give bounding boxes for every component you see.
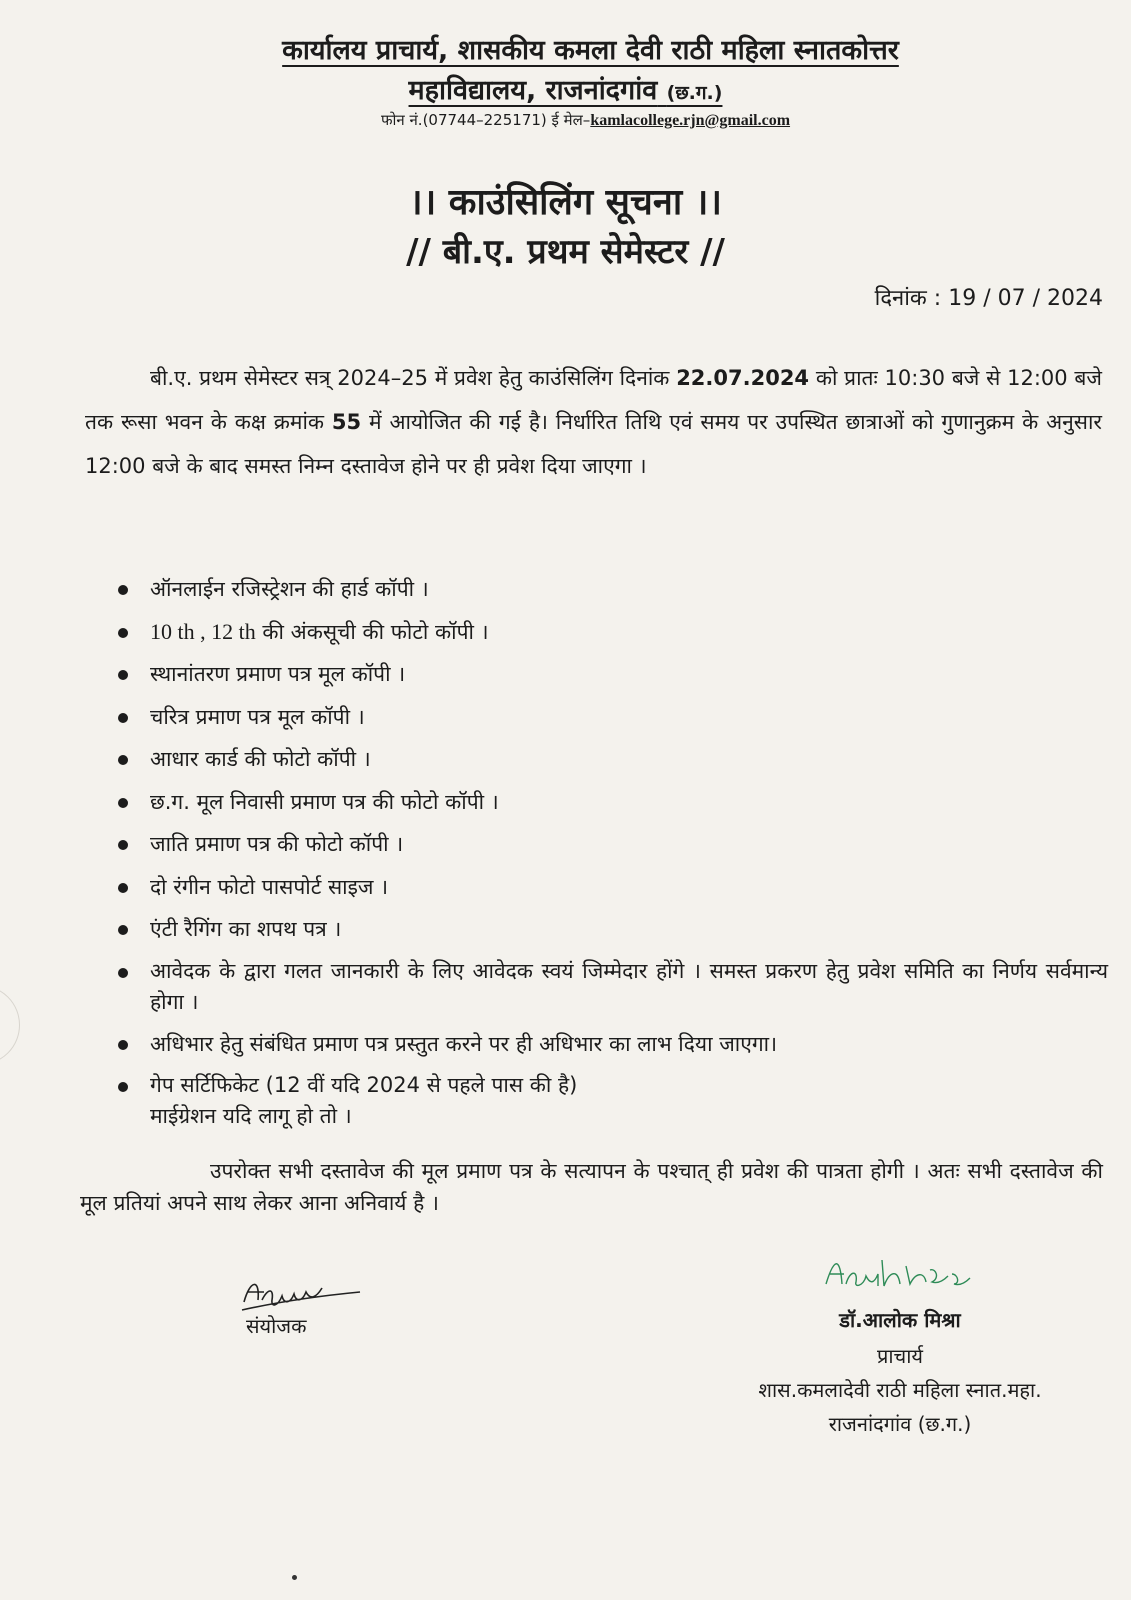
list-item-text: दो रंगीन फोटो पासपोर्ट साइज । (150, 874, 389, 899)
list-item (118, 828, 1118, 871)
counselling-date: 22.07.2024 (676, 366, 810, 390)
coordinator-label: संयोजक (246, 1314, 307, 1338)
list-item-text: ऑनलाईन रजिस्ट्रेशन की हार्ड कॉपी । (150, 577, 429, 601)
list-item (118, 956, 1118, 1018)
stray-dot (292, 1575, 297, 1580)
room-number: 55 (331, 410, 362, 434)
intro-paragraph (85, 356, 1102, 488)
list-item-text: माईग्रेशन यदि लागू हो तो । (150, 1104, 352, 1128)
list-item-text: आवेदक के द्वारा गलत जानकारी के लिए आवेदक स्वयं जिम्मेदार होंगे । समस्त प्रकरण हेतु प्रवेश समिति का निर्णय सर्वमान्य होगा । (150, 958, 1108, 1014)
list-item (118, 701, 1118, 744)
principal-place: राजनांदगांव (छ.ग.) (828, 1412, 972, 1436)
office-header-line1: कार्यालय प्राचार्य, शासकीय कमला देवी राठी महिला स्नातकोत्तर (282, 35, 899, 66)
list-item-text: अधिभार हेतु संबंधित प्रमाण पत्र प्रस्तुत करने पर ही अधिभार का लाभ दिया जाएगा। (150, 1031, 778, 1056)
principal-institution: शास.कमलादेवी राठी महिला स्नात.महा. (758, 1378, 1042, 1402)
email-address: kamlacollege.rjn@gmail.com (590, 112, 791, 129)
date-label: दिनांक : (874, 286, 942, 311)
list-item (118, 1028, 1118, 1071)
list-item (118, 1070, 1118, 1132)
contact-line (0, 110, 1131, 130)
college-name-city: महाविद्यालय, राजनांदगांव (408, 75, 658, 106)
principal-title: प्राचार्य (876, 1344, 924, 1368)
list-item-text: की अंकसूची की फोटो कॉपी । (255, 619, 489, 644)
intro-text-3: में आयोजित की गई है। निर्धारित तिथि एवं समय पर उपस्थित छात्राओं को गुणानुक्रम के अनुसार 12:00 बजे के बाद समस्त निम्न दस्तावेज होने पर ही प्रवेश दिया जाएगा । (85, 410, 1102, 478)
punch-hole-mark (0, 985, 20, 1065)
list-item (118, 786, 1118, 829)
list-item (118, 743, 1118, 786)
list-item (118, 913, 1118, 956)
notice-date (875, 282, 1103, 312)
office-header-line2 (0, 70, 1131, 107)
phone-text: फोन नं.(07744–225171) ई मेल– (380, 111, 591, 129)
list-item (118, 616, 1118, 659)
class-numbers: 10 th , 12 th (150, 618, 256, 644)
list-item-text: स्थानांतरण प्रमाण पत्र मूल कॉपी । (150, 662, 406, 686)
list-item (118, 573, 1118, 616)
date-value: 19 / 07 / 2024 (948, 286, 1103, 311)
principal-name: डॉ.आलोक मिश्रा (839, 1308, 961, 1332)
intro-text-1: बी.ए. प्रथम सेमेस्टर सत्र् 2024–25 में प्रवेश हेतु काउंसिलिंग दिनांक (150, 366, 677, 390)
list-item (118, 871, 1118, 914)
principal-signature-icon (820, 1250, 980, 1300)
notice-title: ।। काउंसिलिंग सूचना ।। (408, 182, 723, 223)
list-item-text: गेप सर्टिफिकेट (12 वीं यदि 2024 से पहले पास की है) (150, 1073, 578, 1097)
list-item-text: एंटी रैगिंग का शपथ पत्र । (150, 917, 342, 941)
closing-paragraph: उपरोक्त सभी दस्तावेज की मूल प्रमाण पत्र के सत्यापन के पश्चात् ही प्रवेश की पात्रता होगी । अतः सभी दस्तावेज की मूल प्रतियां अपने साथ लेकर आना अनिवार्य है । (80, 1159, 1103, 1215)
document-requirements-list (118, 573, 1118, 1142)
intro-text-2: को प्रातः 10:30 बजे से 12:00 बजे तक रूसा भवन के कक्ष क्रमांक (85, 366, 1102, 434)
list-item-text: छ.ग. मूल निवासी प्रमाण पत्र की फोटो कॉपी । (150, 789, 499, 814)
notice-subtitle: // बी.ए. प्रथम सेमेस्टर // (406, 232, 725, 272)
state-abbrev: (छ.ग.) (666, 82, 723, 104)
list-item-text: आधार कार्ड की फोटो कॉपी । (150, 747, 371, 771)
list-item-text: चरित्र प्रमाण पत्र मूल कॉपी । (150, 704, 365, 729)
list-item (118, 658, 1118, 701)
list-item-text: जाति प्रमाण पत्र की फोटो कॉपी । (150, 832, 404, 856)
